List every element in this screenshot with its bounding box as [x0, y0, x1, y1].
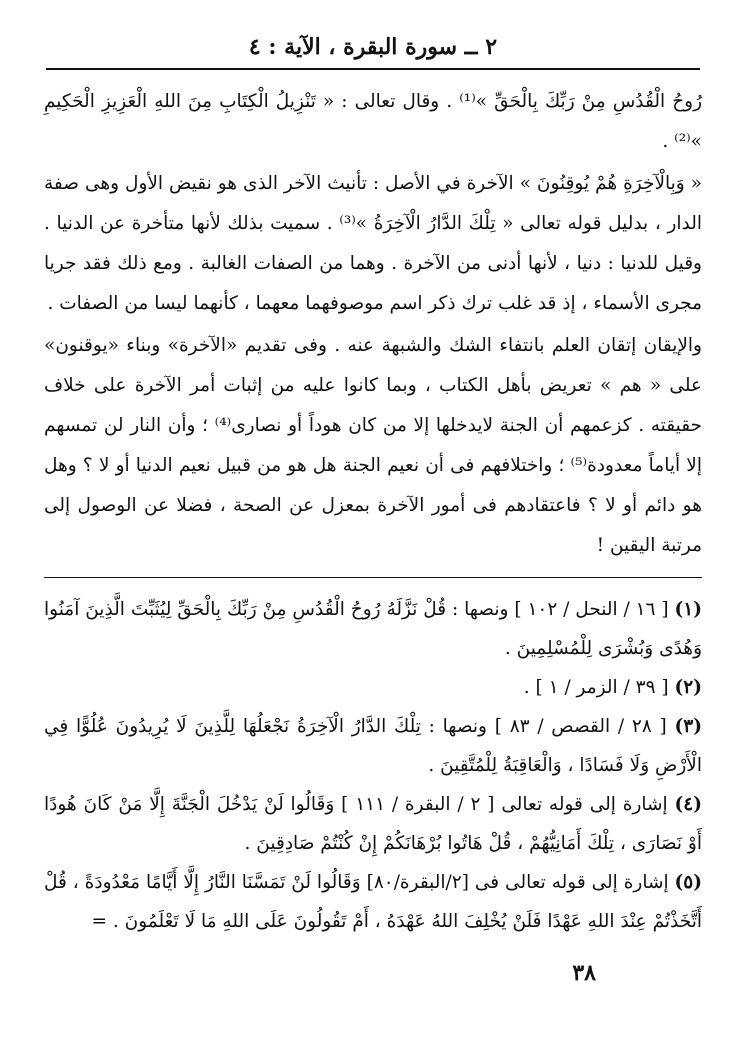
footnote-3 [44, 707, 702, 785]
footnote-number: (٢) [674, 677, 702, 698]
footnote-text: [ ٣٩ / الزمر / ١ ] . [523, 677, 669, 698]
paragraph-3: والإيقان إتقان العلم بانتفاء الشك والشبهة عنه . وفى تقديم «الآخرة» وبناء «يوقنون» على « هم » تعريض بأهل الكتاب ، وبما كانوا عليه من إثبات أمر الآخرة على خلاف حقيقته . كزعمهم أن الجنة لايدخلها إلا من كان هوداً أو نصارى⁽⁴⁾ ؛ وأن النار لن تمسهم إلا أياماً معدودة⁽⁵⁾ ؛ واختلافهم فى أن نعيم الجنة هل هو من قبيل نعيم الدنيا أو لا ؟ وهل هو دائم أو لا ؟ فاعتقادهم فى أمور الآخرة بمعزل عن الصحة ، فضلا عن الوصول إلى مرتبة اليقين ! [44, 335, 702, 556]
header-rule [46, 68, 700, 70]
main-text [44, 82, 702, 566]
paragraph-1: رُوحُ الْقُدُسِ مِنْ رَبِّكَ بِالْحَقِّ »⁽¹⁾ . وقال تعالى : « تَنْزِيلُ الْكِتَابِ مِنَ اللهِ الْعَزِيزِ الْحَكِيمِ »⁽²⁾ . [44, 91, 703, 152]
footnote-4 [44, 785, 702, 863]
paragraph-2: « وَبِالْآخِرَةِ هُمْ يُوقِنُونَ » الآخرة في الأصل : تأنيث الآخر الذى هو نقيض الأول وهى صفة الدار ، بدليل قوله تعالى « تِلْكَ الدَّارُ الْآخِرَةُ »⁽³⁾ . سميت بذلك لأنها متأخرة عن الدنيا . وقيل للدنيا : دنيا ، لأنها أدنى من الآخرة . وهما من الصفات الغالبة . ومع ذلك فقد جريا مجرى الأسماء ، إذ قد غلب ترك ذكر اسم موصوفهما معهما ، كأنهما ليسا من الصفات . [44, 173, 703, 314]
footnote-number: (٣) [674, 716, 702, 737]
footnote-text: إشارة إلى قوله تعالى [ ٢ / البقرة / ١١١ ] وَقَالُوا لَنْ يَدْخُلَ الْجَنَّةَ إِلَّا مَنْ كَانَ هُودًا أَوْ نَصَارَى ، تِلْكَ أَمَانِيُّهُمْ ، قُلْ هَاتُوا بُرْهَانَكُمْ إِنْ كُنْتُمْ صَادِقِينَ . [44, 794, 702, 854]
footnote-number: (١) [674, 599, 702, 620]
footnote-number: (٤) [674, 794, 702, 815]
footnotes [44, 590, 702, 941]
footnote-text: [ ٢٨ / القصص / ٨٣ ] ونصها : تِلْكَ الدَّارُ الْآخِرَةُ نَجْعَلُهَا لِلَّذِينَ لَا يُرِيدُونَ عُلُوًّا فِي الْأَرْضِ وَلَا فَسَادًا ، وَالْعَاقِبَةُ لِلْمُتَّقِينَ . [44, 716, 702, 776]
running-header: ٢ ــ سورة البقرة ، الآية : ٤ [248, 34, 498, 60]
footnote-text: [ ١٦ / النحل / ١٠٢ ] ونصها : قُلْ نَزَّلَهُ رُوحُ الْقُدُسِ مِنْ رَبِّكَ بِالْحَقِّ لِيُثَبِّتَ الَّذِينَ آمَنُوا وَهُدًى وَبُشْرَى لِلْمُسْلِمِينَ . [44, 599, 702, 659]
footnote-5 [44, 863, 702, 941]
footnote-number: (٥) [674, 872, 702, 893]
footnote-separator [44, 577, 702, 578]
page-number: ٣٨ [572, 960, 596, 986]
footnote-1 [44, 590, 702, 668]
footnote-text: إشارة إلى قوله تعالى فى [٢/البقرة/٨٠] وَقَالُوا لَنْ تَمَسَّنَا النَّارُ إِلَّا أَيَّامًا مَعْدُودَةً ، قُلْ أَتَّخَذْتُمْ عِنْدَ اللهِ عَهْدًا فَلَنْ يُخْلِفَ اللهُ عَهْدَهُ ، أَمْ تَقُولُونَ عَلَى اللهِ مَا لَا تَعْلَمُونَ . = [44, 872, 702, 932]
footnote-2 [44, 668, 702, 707]
